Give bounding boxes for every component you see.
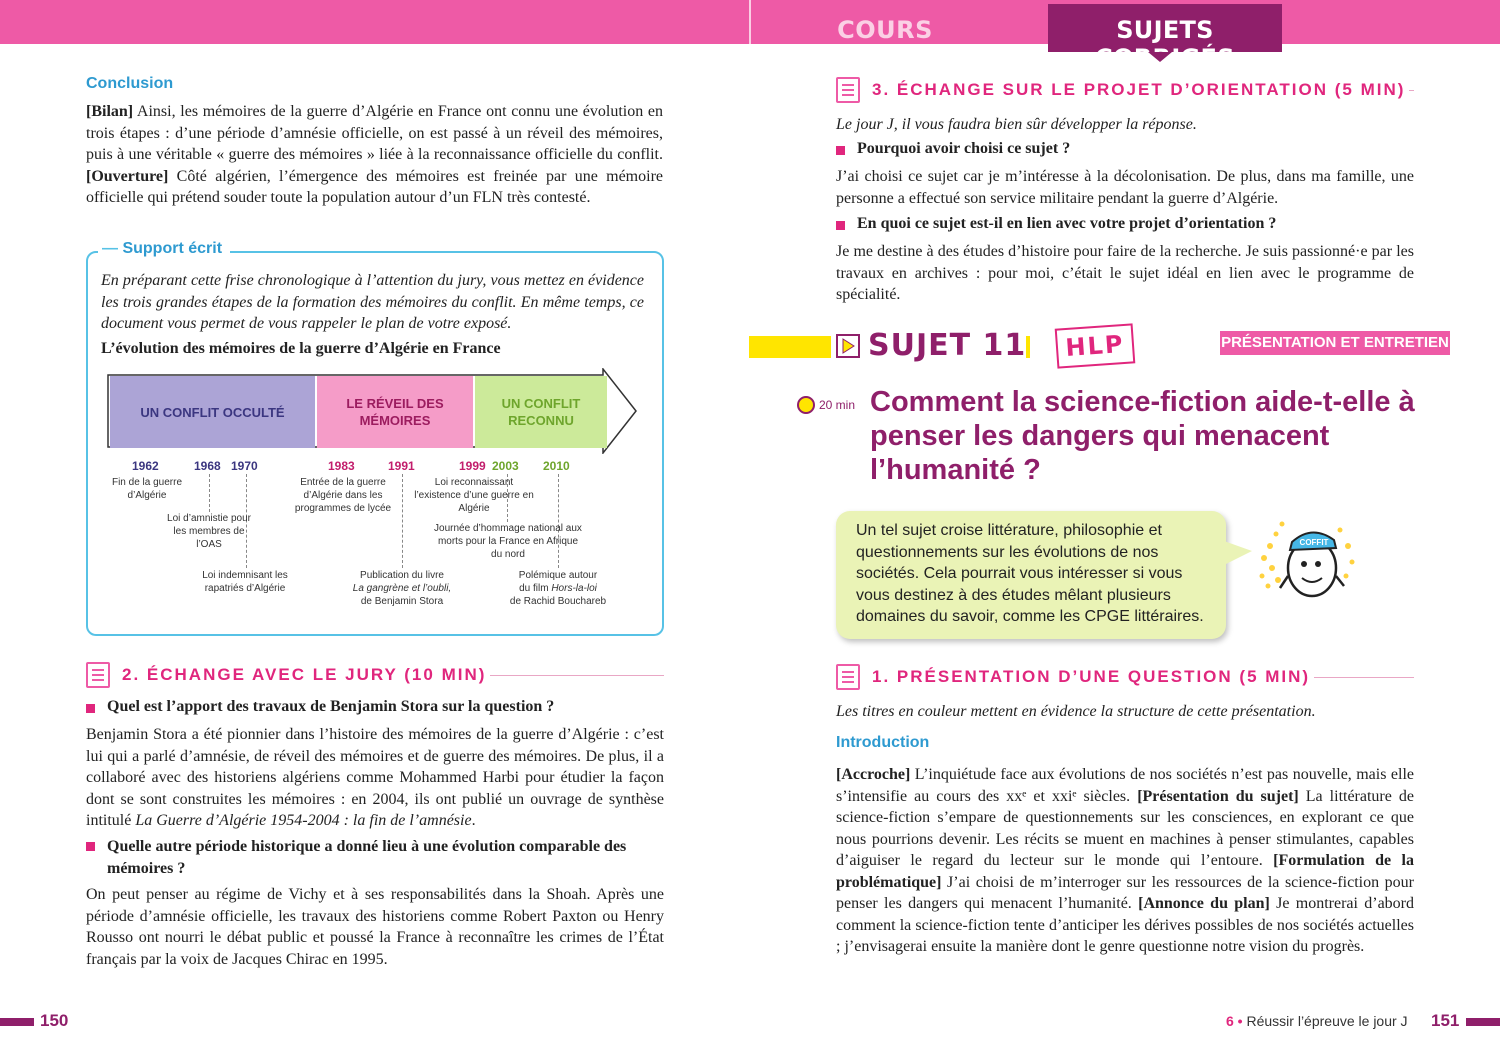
section-3-intro: Le jour J, il vous faudra bien sûr développer la réponse. (836, 116, 1197, 133)
play-arrow-icon (836, 334, 860, 358)
conclusion-heading: Conclusion (86, 75, 174, 92)
bullet-square-icon (836, 146, 845, 155)
section-1-title: 1. PRÉSENTATION D’UNE QUESTION (5 MIN) (836, 664, 1414, 690)
timeline-seg-occulte: UN CONFLIT OCCULTÉ (110, 376, 315, 448)
timeline-seg-reveil: LE RÉVEIL DES MÉMOIRES (317, 376, 473, 448)
tick-1968 (209, 474, 210, 512)
sujet-yellow-bar (749, 336, 831, 358)
presentation-badge: PRÉSENTATION ET ENTRETIEN (1220, 331, 1450, 355)
bullet-square-icon (836, 221, 845, 230)
support-intro: En préparant cette frise chronologique à l’attention du jury, vous mettez en évidence les trois grandes étapes de la formation des mémoires du conflit. En même temps, ce document vous permet de vous rappeler le plan de votre exposé. (101, 272, 644, 332)
bilan-text: Ainsi, les mémoires de la guerre d’Algérie en France ont connu une évolution en trois étapes : d’une période d’amnésie officielle, on est passé à un réveil des mémoires, puis à une véritable « guerre des mémoires » liée à la reconnaissance officielle du conflit. (86, 103, 663, 163)
sujet-question: Comment la science-fiction aide-t-elle à penser les dangers qui menacent l’humanité ? (870, 386, 1415, 486)
sujet-title: SUJET 11 (868, 328, 1027, 363)
year-1991: 1991 (388, 459, 415, 473)
tab-cours[interactable]: COURS (837, 16, 933, 44)
event-1983: Entrée de la guerre d’Algérie dans les programmes de lycée (294, 477, 392, 514)
timeline-seg-reconnu: UN CONFLIT RECONNU (475, 376, 607, 448)
ouverture-text: Côté algérien, l’émergence des mémoires est freinée par une mémoire officielle qui prétend souder toute la population autour d’un FLN très contesté. (86, 167, 663, 206)
question-orientation: En quoi ce sujet est-il en lien avec votre projet d’orientation ? (836, 215, 1414, 233)
year-2010: 2010 (543, 459, 570, 473)
section-2-title: 2. ÉCHANGE AVEC LE JURY (10 MIN) (86, 662, 664, 688)
bullet-square-icon (86, 842, 95, 851)
support-label: — Support écrit (98, 240, 230, 258)
question-autre-periode: Quelle autre période historique a donné lieu à une évolution comparable des mémoires ? (86, 836, 664, 879)
event-1970: Loi indemnisant les rapatriés d’Algérie (202, 570, 288, 594)
mascot-cap-text: COFFIT (1299, 538, 1329, 547)
event-1968: Loi d’amnistie pour les membres de l’OAS (167, 513, 251, 550)
event-2003: Journée d’hommage national aux morts pour la France en Afrique du nord (434, 523, 582, 560)
event-1962: Fin de la guerre d’Algérie (111, 477, 183, 501)
event-1999: Loi reconnaissant l’existence d’une guerre en Algérie (414, 477, 534, 514)
answer-orientation: Je me destine à des études d’histoire pour faire de la recherche. Je suis passionné·e par les travaux en archives : pour moi, c’était le sujet idéal en lien avec le programme de spécialité. (836, 243, 1414, 303)
event-2010: Polémique autour du film Hors-la-loi de Rachid Bouchareb (509, 570, 607, 607)
bullet-square-icon (86, 704, 95, 713)
question-stora: Quel est l’apport des travaux de Benjamin Stora sur la question ? (86, 698, 664, 716)
section-1-intro: Les titres en couleur mettent en évidence la structure de cette présentation. (836, 703, 1316, 720)
answer-pourquoi: J’ai choisi ce sujet car je m’intéresse à la décolonisation. De plus, dans ma famille, une personne a effectué son service militaire pendant la guerre d’Algérie. (836, 168, 1414, 207)
year-1968: 1968 (194, 459, 221, 473)
answer-autre-periode: On peut penser au régime de Vichy et à ses responsabilités dans la Shoah. Après une période d’amnésie officielle, les travaux des historiens comme Robert Paxton ou Henry Rousso ont nourri le débat public et poussé la France à reconnaître les crimes de l’État français par la voix de Jacques Chirac en 1995. (86, 886, 664, 968)
document-icon (86, 662, 110, 688)
year-1970: 1970 (231, 459, 258, 473)
hlp-tag: HLP (1055, 323, 1136, 368)
event-1991: Publication du livre La gangrène et l’oubli, de Benjamin Stora (352, 570, 452, 607)
question-pourquoi: Pourquoi avoir choisi ce sujet ? (836, 140, 1414, 158)
year-1962: 1962 (132, 459, 159, 473)
year-2003: 2003 (492, 459, 519, 473)
page-number-right: 151 (1431, 1011, 1460, 1030)
mascot-icon (1252, 506, 1362, 616)
tab-sujets-corriges[interactable]: SUJETS CORRIGÉS (1048, 4, 1282, 52)
timeline-title: L’évolution des mémoires de la guerre d’Algérie en France (101, 340, 501, 357)
ouverture-tag: [Ouverture] (86, 167, 169, 185)
section-3-title: 3. ÉCHANGE SUR LE PROJET D’ORIENTATION (5 MIN) (836, 77, 1414, 103)
bilan-tag: [Bilan] (86, 103, 134, 120)
timer-icon (797, 396, 815, 414)
sujet-separator (1026, 336, 1030, 358)
year-1999: 1999 (459, 459, 486, 473)
page-number-left: 150 (40, 1011, 69, 1030)
document-icon (836, 664, 860, 690)
duration: 20 min (797, 396, 855, 414)
introduction-paragraph: [Accroche] L’inquiétude face aux évolutions de nos sociétés n’est pas nouvelle, mais elle s’intensifie au cours des xxᵉ et xxiᵉ siècles. [Présentation du sujet] La littérature de science-fiction s’empare de questionnements sur les consciences, en explorant ce que nous pourrions devenir. Les récits se muent en machines à penser stimulantes, capables d’aiguiser le regard du lecteur sur le monde qui l’entoure. [Formulation de la problématique] J’ai choisi de m’interroger sur les ressources de la science-fiction pour penser les dangers qui menacent l’humanité. [Annonce du plan] Je montrerai d’abord comment la science-fiction tente d’anticiper les dérives possibles de nos sociétés actuelles ; j’envisagerai ensuite la manière dont le genre questionne notre vision du progrès. (836, 766, 1415, 955)
year-1983: 1983 (328, 459, 355, 473)
page-bar-left (0, 1018, 34, 1026)
page-bar-right (1466, 1018, 1500, 1026)
conclusion-paragraph (86, 101, 663, 209)
answer-stora: Benjamin Stora a été pionnier dans l’histoire des mémoires de la guerre d’Algérie : c’est lui qui a parlé d’amnésie, de réveil des mémoires et de guerre des mémoires. De plus, il a collaboré avec des historiens algériens comme Mohammed Harbi pour étudier la façon dont se sont construites les mémoires : en 2004, ils ont publié un ouvrage de synthèse intitulé La Guerre d’Algérie 1954-2004 : la fin de l’amnésie. (86, 726, 664, 829)
header-divider (749, 0, 751, 44)
introduction-heading: Introduction (836, 734, 930, 751)
advice-bubble: Un tel sujet croise littérature, philosophie et questionnements sur les évolutions de nos sociétés. Cela pourrait vous intéresser si vous vous destinez à des études mêlant plusieurs domaines du savoir, comme les CPGE littéraires. (836, 511, 1226, 639)
document-icon (836, 77, 860, 103)
footer-chapter: 6 • Réussir l’épreuve le jour J (1226, 1013, 1408, 1029)
